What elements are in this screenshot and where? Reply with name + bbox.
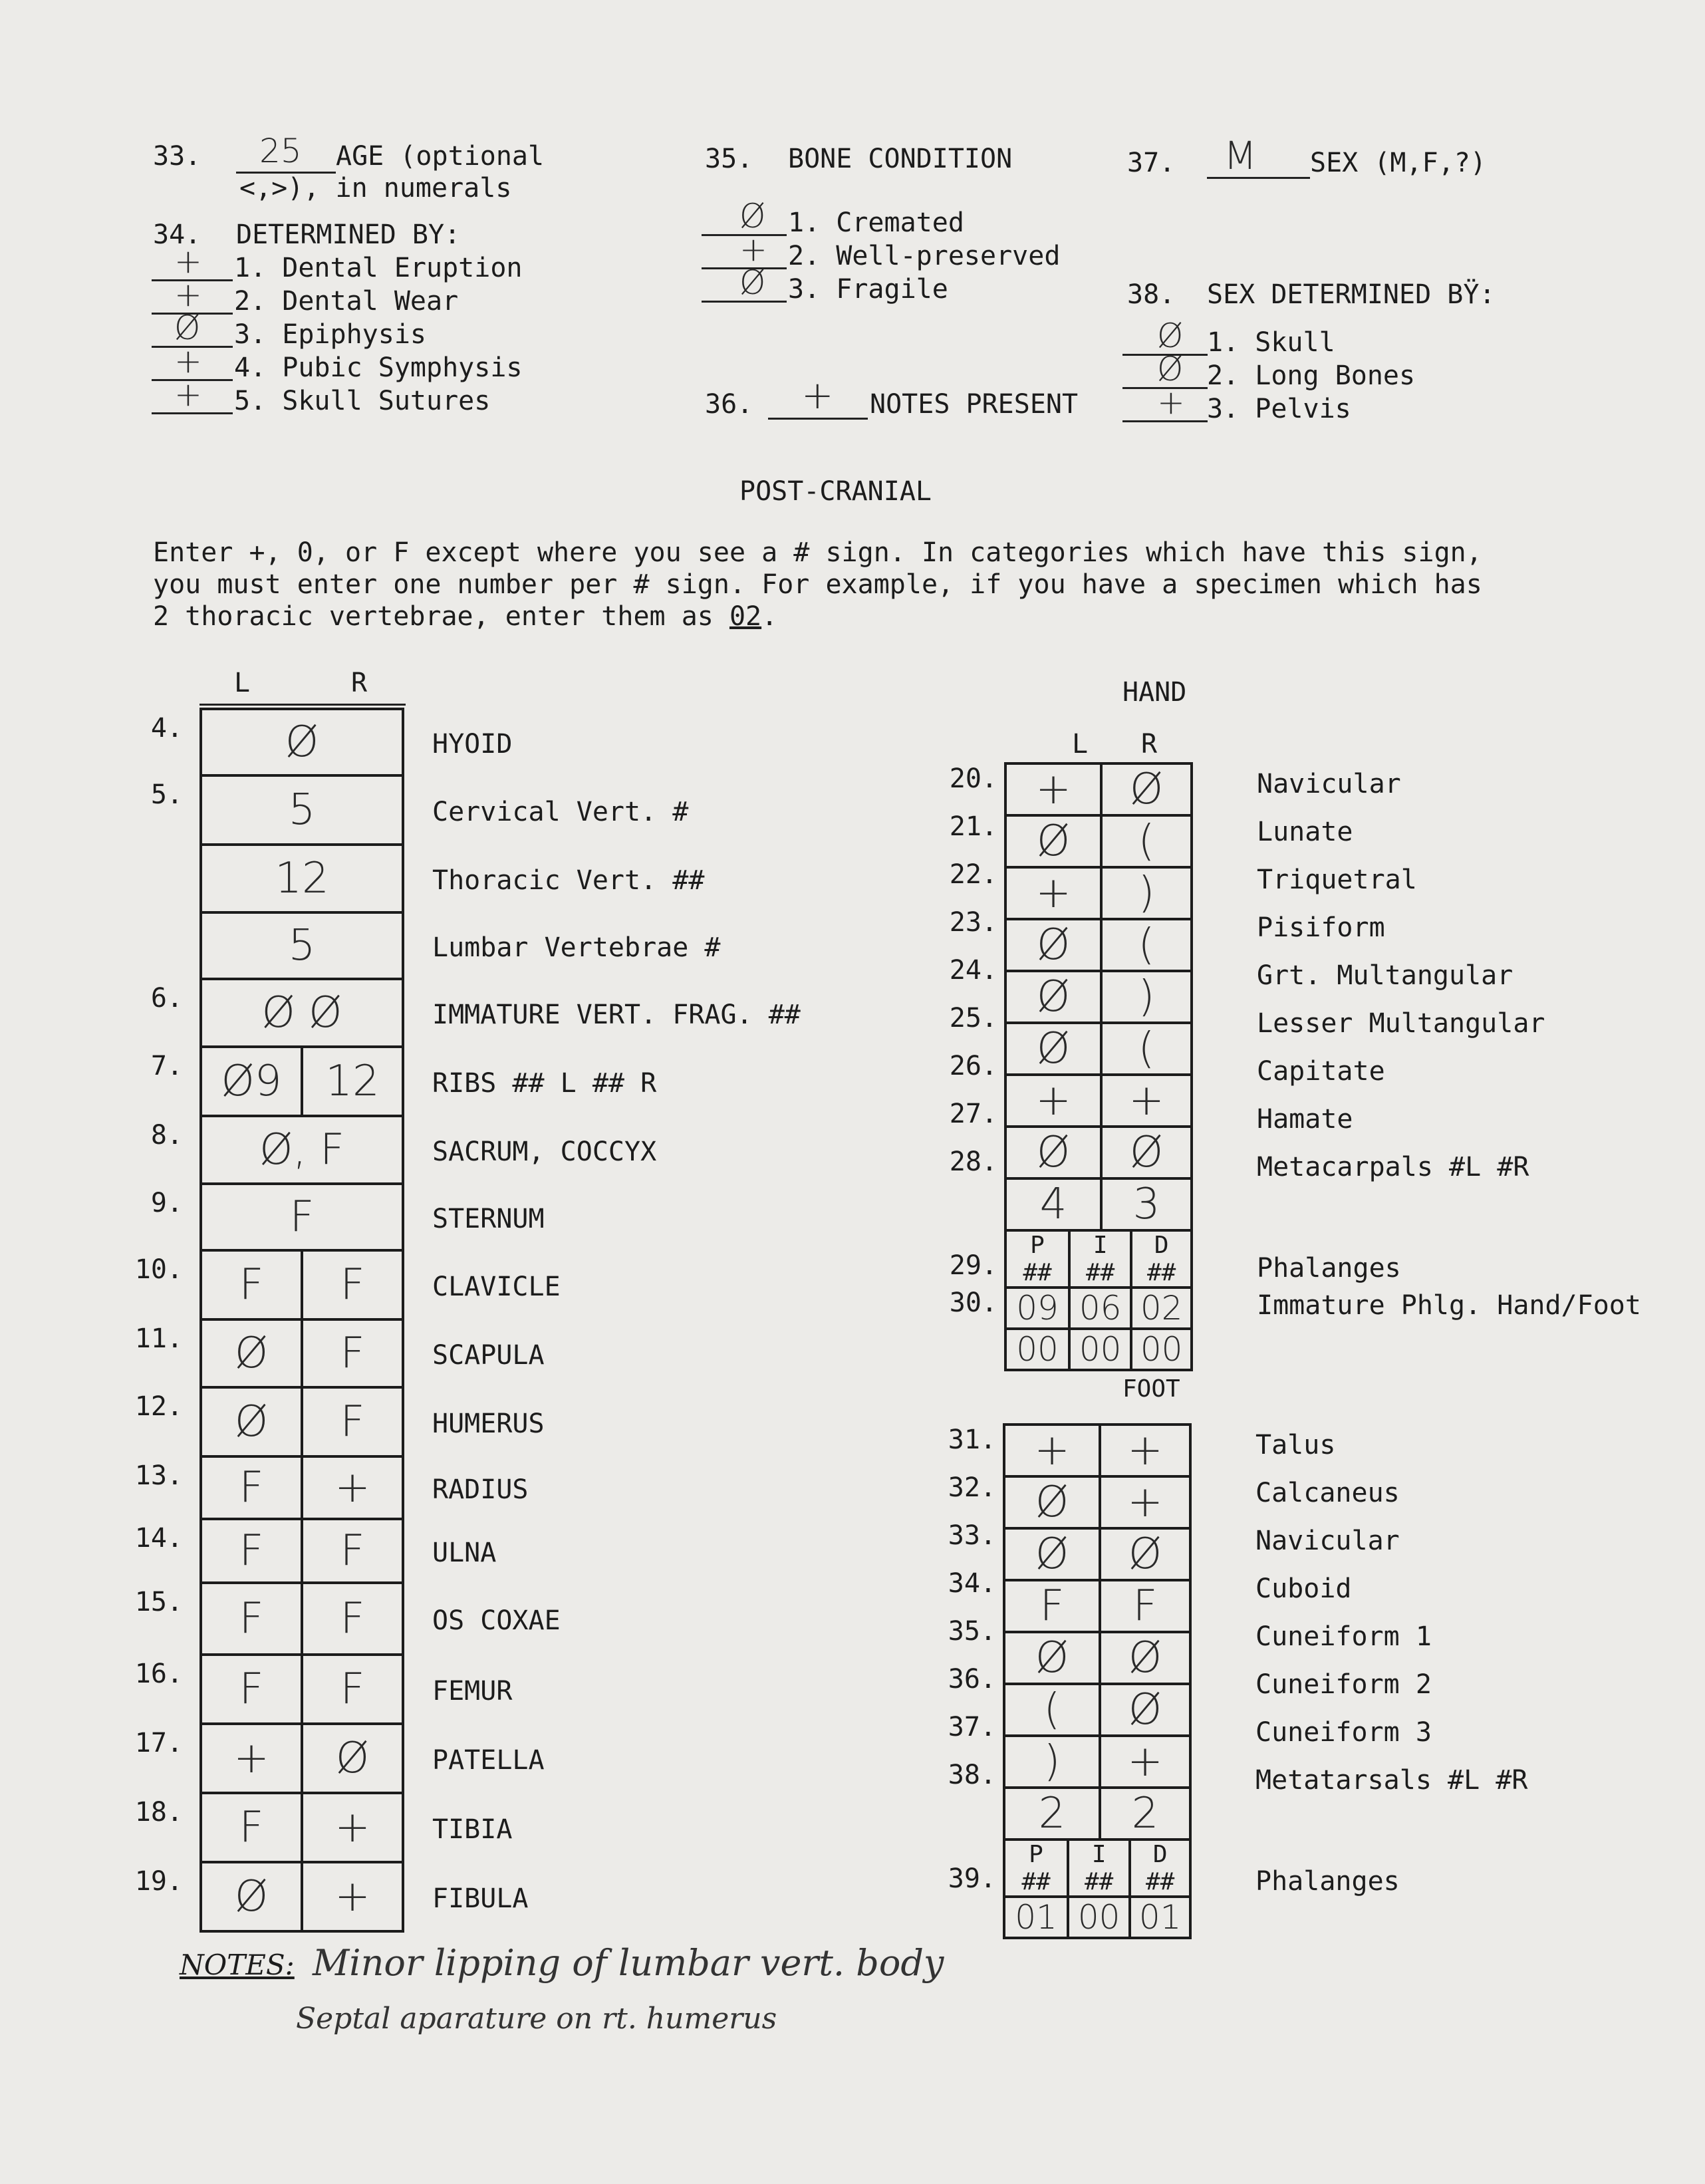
left-table-row — [201, 1184, 403, 1250]
hand-row-label: Triquetral — [1257, 865, 1417, 895]
foot-table-grid — [1003, 1423, 1192, 1939]
foot-phalanges-p[interactable]: 01 — [1004, 1897, 1068, 1938]
q37-sex-value[interactable]: M — [1224, 133, 1257, 178]
q36-number: 36. — [705, 389, 753, 420]
foot-phalanges-number: 39. — [948, 1863, 996, 1894]
hand-row-number: 28. — [949, 1147, 997, 1177]
left-row-label: SACRUM, COCCYX — [432, 1137, 657, 1167]
q34-option-label: 3. Epiphysis — [234, 319, 426, 350]
hand-phalanges-i[interactable]: 06 — [1069, 1288, 1131, 1329]
left-row-number: 19. — [134, 1866, 183, 1897]
left-table-row — [201, 912, 403, 979]
left-cell-r[interactable]: F — [302, 1387, 403, 1456]
foot-pid-hash: ## — [1068, 1868, 1130, 1897]
left-row-label: Cervical Vert. # — [432, 797, 689, 827]
foot-row-label: Calcaneus — [1255, 1478, 1400, 1508]
instructions-line-2: you must enter one number per # sign. For example, if you have a specimen which has — [153, 569, 1482, 600]
hand-pid-hash-row — [1005, 1259, 1192, 1288]
foot-row-label: Cuneiform 2 — [1255, 1669, 1432, 1700]
foot-table-row — [1004, 1632, 1190, 1684]
hand-cell-l[interactable]: 4 — [1005, 1178, 1101, 1230]
hand-phalanges-label: Phalanges — [1257, 1253, 1401, 1284]
instructions-end: . — [761, 601, 778, 632]
foot-pid-header: P — [1004, 1840, 1068, 1868]
hand-table-row — [1005, 1023, 1192, 1075]
hand-row-label: Lunate — [1257, 817, 1353, 847]
q34-option-mark[interactable]: + — [174, 375, 202, 414]
q35-number: 35. — [705, 144, 753, 174]
left-row-label: FEMUR — [432, 1676, 513, 1706]
left-header-r: R — [351, 668, 368, 698]
left-table-row — [201, 1519, 403, 1583]
left-table-row — [201, 1793, 403, 1862]
hand-table-row — [1005, 763, 1192, 815]
left-table-row — [201, 845, 403, 912]
hand-cell-l[interactable]: + — [1005, 1075, 1101, 1127]
q38-option-label: 3. Pelvis — [1207, 394, 1351, 424]
left-row-number: 9. — [150, 1188, 183, 1218]
left-row-label: SCAPULA — [432, 1340, 545, 1371]
foot-cell-r[interactable]: 2 — [1100, 1788, 1190, 1840]
left-table-row — [201, 1456, 403, 1519]
foot-cell-r[interactable]: Ø — [1100, 1528, 1190, 1580]
foot-table-row — [1004, 1736, 1190, 1788]
foot-pid-header-row — [1004, 1840, 1190, 1868]
foot-cell-l[interactable]: F — [1004, 1580, 1100, 1632]
hand-pid-header: I — [1069, 1230, 1131, 1259]
hand-row-number: 27. — [949, 1099, 997, 1129]
hand-cell-r[interactable]: Ø — [1101, 763, 1192, 815]
hand-phalanges-row — [1005, 1288, 1192, 1329]
left-header-l: L — [234, 668, 251, 698]
hand-row-label: Pisiform — [1257, 912, 1385, 943]
hand-pid-header-row — [1005, 1230, 1192, 1259]
hand-phalanges-d[interactable]: 02 — [1131, 1288, 1192, 1329]
foot-title: FOOT — [1122, 1375, 1180, 1403]
left-table-row — [201, 1655, 403, 1724]
left-row-number: 13. — [134, 1460, 183, 1491]
left-row-label: Thoracic Vert. ## — [432, 865, 705, 896]
left-cell-l[interactable]: Ø9 — [201, 1047, 302, 1116]
q33-label: AGE (optional — [336, 141, 545, 172]
left-cell-r[interactable]: F — [302, 1519, 403, 1583]
hand-row-number: 21. — [949, 811, 997, 842]
left-cell-r[interactable]: F — [302, 1250, 403, 1319]
q33-sub: <,>), in numerals — [239, 173, 512, 204]
foot-table-row — [1004, 1476, 1190, 1528]
hand-row-number: 23. — [949, 907, 997, 938]
left-row-number: 17. — [134, 1728, 183, 1758]
foot-pid-hash: ## — [1004, 1868, 1068, 1897]
hand-cell-r[interactable]: ) — [1101, 867, 1192, 919]
left-row-label: HYOID — [432, 729, 513, 759]
q34-option-mark[interactable]: + — [174, 275, 202, 314]
hand-cell-r[interactable]: 3 — [1101, 1178, 1192, 1230]
q35-option-label: 3. Fragile — [788, 274, 948, 305]
q34-option-label: 4. Pubic Symphysis — [234, 352, 523, 383]
foot-table-row — [1004, 1528, 1190, 1580]
hand-table-row — [1005, 815, 1192, 867]
foot-row-number: 32. — [948, 1472, 996, 1503]
hand-row-label: Grt. Multangular — [1257, 960, 1513, 991]
hand-cell-r[interactable]: + — [1101, 1075, 1192, 1127]
hand-cell-l[interactable]: + — [1005, 763, 1101, 815]
hand-table-row — [1005, 867, 1192, 919]
q35-option-label: 2. Well-preserved — [788, 241, 1061, 271]
hand-phalanges-d[interactable]: 00 — [1131, 1329, 1192, 1370]
foot-row-label: Metatarsals #L #R — [1255, 1765, 1528, 1796]
left-cell-combined[interactable]: 12 — [201, 845, 403, 912]
foot-cell-r[interactable]: Ø — [1100, 1632, 1190, 1684]
q36-label: NOTES PRESENT — [870, 389, 1079, 420]
hand-phalanges-p[interactable]: 09 — [1005, 1288, 1069, 1329]
instructions-line-3 — [153, 601, 777, 632]
q33-number: 33. — [153, 141, 201, 172]
foot-table-row — [1004, 1788, 1190, 1840]
foot-table-row — [1004, 1684, 1190, 1736]
q38-option-label: 2. Long Bones — [1207, 360, 1416, 391]
foot-phalanges-d[interactable]: 01 — [1130, 1897, 1190, 1938]
left-cell-r[interactable]: + — [302, 1862, 403, 1931]
q36-blank — [768, 418, 868, 420]
hand-row-label: Navicular — [1257, 769, 1401, 799]
left-row-label: CLAVICLE — [432, 1272, 561, 1302]
foot-row-number: 31. — [948, 1425, 996, 1455]
left-cell-l[interactable]: F — [201, 1250, 302, 1319]
hand-row-label: Capitate — [1257, 1056, 1385, 1087]
hand-table-row — [1005, 1127, 1192, 1178]
hand-row-label: Metacarpals #L #R — [1257, 1152, 1529, 1182]
left-cell-r[interactable]: Ø — [302, 1724, 403, 1793]
foot-pid-header: I — [1068, 1840, 1130, 1868]
q34-option-mark[interactable]: + — [174, 342, 202, 380]
q37-label: SEX (M,F,?) — [1310, 148, 1486, 178]
hand-pid-header: D — [1131, 1230, 1192, 1259]
hand-phalanges-number: 30. — [949, 1288, 997, 1318]
left-cell-l[interactable]: F — [201, 1519, 302, 1583]
left-cell-l[interactable]: F — [201, 1456, 302, 1519]
instructions-line-1: Enter +, 0, or F except where you see a # sign. In categories which have this sign, — [153, 537, 1482, 568]
left-row-label: TIBIA — [432, 1814, 513, 1845]
foot-cell-l[interactable]: Ø — [1004, 1476, 1100, 1528]
left-table-row — [201, 1387, 403, 1456]
hand-row-number: 24. — [949, 955, 997, 986]
left-table-row — [201, 979, 403, 1047]
hand-phalanges-row — [1005, 1329, 1192, 1370]
left-row-label: FIBULA — [432, 1883, 529, 1914]
foot-row-number: 33. — [948, 1520, 996, 1551]
foot-cell-l[interactable]: ) — [1004, 1736, 1100, 1788]
q35-option-mark[interactable]: Ø — [739, 263, 766, 302]
q37-blank — [1207, 177, 1310, 179]
hand-row-number: 25. — [949, 1003, 997, 1033]
left-cell-combined[interactable]: Ø — [201, 709, 403, 775]
foot-row-number: 35. — [948, 1616, 996, 1647]
left-cell-l[interactable]: F — [201, 1655, 302, 1724]
foot-pid-hash-row — [1004, 1868, 1190, 1897]
left-cell-combined[interactable]: F — [201, 1184, 403, 1250]
q38-option-mark[interactable]: + — [1157, 383, 1185, 422]
left-row-label: RIBS ## L ## R — [432, 1068, 657, 1099]
q35-title: BONE CONDITION — [788, 144, 1013, 174]
left-row-number: 4. — [150, 713, 183, 744]
q35-option-label: 1. Cremated — [788, 207, 964, 238]
hand-pid-hash: ## — [1069, 1259, 1131, 1288]
left-row-number: 14. — [134, 1523, 183, 1554]
hand-header-l: L — [1072, 729, 1089, 759]
left-row-number: 16. — [134, 1659, 183, 1689]
left-row-number: 6. — [150, 983, 183, 1014]
left-row-number: 5. — [150, 779, 183, 810]
foot-phalanges-row — [1004, 1897, 1190, 1938]
hand-cell-l[interactable]: Ø — [1005, 815, 1101, 867]
left-cell-r[interactable]: 12 — [302, 1047, 403, 1116]
left-row-label: STERNUM — [432, 1204, 545, 1234]
left-row-number: 11. — [134, 1323, 183, 1354]
hand-row-label: Lesser Multangular — [1257, 1008, 1545, 1039]
left-cell-l[interactable]: Ø — [201, 1387, 302, 1456]
q38-number: 38. — [1127, 279, 1176, 310]
hand-pid-header: P — [1005, 1230, 1069, 1259]
left-table-row — [201, 775, 403, 845]
left-row-label: HUMERUS — [432, 1409, 545, 1439]
foot-row-label: Cuboid — [1255, 1573, 1352, 1604]
foot-cell-r[interactable]: + — [1100, 1736, 1190, 1788]
hand-row-number: 20. — [949, 763, 997, 794]
left-row-label: ULNA — [432, 1538, 497, 1568]
hand-cell-r[interactable]: ( — [1101, 919, 1192, 971]
left-table-row — [201, 1724, 403, 1793]
q33-age-value[interactable]: 25 — [259, 132, 302, 170]
left-row-label: RADIUS — [432, 1474, 529, 1505]
left-row-label: OS COXAE — [432, 1605, 561, 1636]
hand-cell-r[interactable]: Ø — [1101, 1127, 1192, 1178]
left-cell-r[interactable]: F — [302, 1655, 403, 1724]
q36-value[interactable]: + — [801, 372, 834, 418]
left-row-number: 10. — [134, 1254, 183, 1285]
q35-option-mark[interactable]: + — [739, 230, 767, 269]
foot-cell-l[interactable]: Ø — [1004, 1528, 1100, 1580]
foot-row-label: Cuneiform 3 — [1255, 1717, 1432, 1748]
hand-cell-l[interactable]: + — [1005, 867, 1101, 919]
hand-phalanges-p[interactable]: 00 — [1005, 1329, 1069, 1370]
left-table-row — [201, 709, 403, 775]
hand-phalanges-i[interactable]: 00 — [1069, 1329, 1131, 1370]
foot-cell-l[interactable]: Ø — [1004, 1632, 1100, 1684]
hand-table-row — [1005, 919, 1192, 971]
hand-table-row — [1005, 1178, 1192, 1230]
foot-cell-l[interactable]: ( — [1004, 1684, 1100, 1736]
left-cell-combined[interactable]: 5 — [201, 775, 403, 845]
hand-header-r: R — [1141, 729, 1158, 759]
foot-pid-header: D — [1130, 1840, 1190, 1868]
left-table-row — [201, 1250, 403, 1319]
left-row-number: 12. — [134, 1391, 183, 1422]
left-row-number: 8. — [150, 1120, 183, 1151]
foot-table-row — [1004, 1425, 1190, 1476]
notes-label: NOTES: — [180, 1949, 295, 1981]
hand-pid-hash: ## — [1131, 1259, 1192, 1288]
foot-row-label: Navicular — [1255, 1526, 1400, 1556]
left-row-label: IMMATURE VERT. FRAG. ## — [432, 1000, 801, 1030]
hand-phalanges-number: 29. — [949, 1250, 997, 1281]
q35-option-mark[interactable]: Ø — [739, 197, 766, 235]
left-row-number: 15. — [134, 1587, 183, 1617]
hand-cell-r[interactable]: ) — [1101, 971, 1192, 1023]
hand-cell-r[interactable]: ( — [1101, 1023, 1192, 1075]
q34-option-mark[interactable]: + — [174, 242, 202, 281]
left-cell-combined[interactable]: 5 — [201, 912, 403, 979]
hand-cell-l[interactable]: Ø — [1005, 1127, 1101, 1178]
q38-title: SEX DETERMINED BŸ: — [1207, 279, 1496, 310]
q38-option-label: 1. Skull — [1207, 327, 1335, 358]
foot-cell-l[interactable]: 2 — [1004, 1788, 1100, 1840]
foot-phalanges-i[interactable]: 00 — [1068, 1897, 1130, 1938]
left-cell-l[interactable]: Ø — [201, 1862, 302, 1931]
q34-option-label: 2. Dental Wear — [234, 286, 459, 317]
left-cell-r[interactable]: + — [302, 1456, 403, 1519]
hand-cell-r[interactable]: ( — [1101, 815, 1192, 867]
hand-cell-l[interactable]: Ø — [1005, 1023, 1101, 1075]
left-cell-r[interactable]: + — [302, 1793, 403, 1862]
left-cell-l[interactable]: F — [201, 1793, 302, 1862]
instructions-example: 02 — [729, 601, 762, 632]
hand-row-number: 26. — [949, 1051, 997, 1081]
q38-option-mark[interactable]: Ø — [1157, 350, 1184, 388]
left-cell-combined[interactable]: Ø, F — [201, 1116, 403, 1184]
left-cell-l[interactable]: Ø — [201, 1319, 302, 1387]
hand-table-row — [1005, 1075, 1192, 1127]
foot-row-number: 37. — [948, 1712, 996, 1742]
foot-row-label: Talus — [1255, 1430, 1336, 1460]
left-row-number: 7. — [150, 1051, 183, 1081]
left-cell-l[interactable]: F — [201, 1583, 302, 1655]
foot-pid-hash: ## — [1130, 1868, 1190, 1897]
q37-number: 37. — [1127, 148, 1176, 178]
foot-cell-r[interactable]: F — [1100, 1580, 1190, 1632]
left-table-row — [201, 1116, 403, 1184]
left-cell-r[interactable]: F — [302, 1319, 403, 1387]
left-row-number: 18. — [134, 1797, 183, 1828]
foot-row-number: 36. — [948, 1664, 996, 1695]
hand-pid-hash: ## — [1005, 1259, 1069, 1288]
foot-cell-r[interactable]: Ø — [1100, 1684, 1190, 1736]
q34-title: DETERMINED BY: — [236, 219, 461, 250]
left-header-tick — [199, 704, 406, 706]
hand-table-row — [1005, 971, 1192, 1023]
foot-cell-l[interactable]: + — [1004, 1425, 1100, 1476]
foot-row-label: Cuneiform 1 — [1255, 1621, 1432, 1652]
left-row-label: PATELLA — [432, 1745, 545, 1776]
q34-option-label: 5. Skull Sutures — [234, 386, 491, 416]
q38-option-mark[interactable]: Ø — [1157, 317, 1184, 355]
post-cranial-title: POST-CRANIAL — [739, 476, 932, 507]
left-table-row — [201, 1862, 403, 1931]
left-table-row — [201, 1583, 403, 1655]
foot-cell-r[interactable]: + — [1100, 1476, 1190, 1528]
hand-cell-l[interactable]: Ø — [1005, 971, 1101, 1023]
foot-row-number: 38. — [948, 1760, 996, 1790]
left-row-label: Lumbar Vertebrae # — [432, 932, 721, 963]
q34-number: 34. — [153, 219, 201, 250]
hand-cell-l[interactable]: Ø — [1005, 919, 1101, 971]
foot-table-row — [1004, 1580, 1190, 1632]
left-cell-combined[interactable]: Ø Ø — [201, 979, 403, 1047]
hand-row-number: 22. — [949, 859, 997, 890]
hand-phalanges-label: Immature Phlg. Hand/Foot — [1257, 1290, 1641, 1321]
left-cell-l[interactable]: + — [201, 1724, 302, 1793]
foot-row-number: 34. — [948, 1568, 996, 1599]
left-table-row — [201, 1047, 403, 1116]
hand-row-label: Hamate — [1257, 1104, 1353, 1135]
foot-phalanges-label: Phalanges — [1255, 1866, 1400, 1897]
foot-cell-r[interactable]: + — [1100, 1425, 1190, 1476]
left-cell-r[interactable]: F — [302, 1583, 403, 1655]
instructions-line-3-text: 2 thoracic vertebrae, enter them as — [153, 601, 729, 632]
q34-option-mark[interactable]: Ø — [174, 309, 201, 347]
hand-title: HAND — [1122, 677, 1187, 708]
hand-table-grid — [1004, 762, 1193, 1371]
notes-line-1[interactable]: Minor lipping of lumbar vert. body — [313, 1942, 944, 1984]
left-table-row — [201, 1319, 403, 1387]
q34-option-label: 1. Dental Eruption — [234, 253, 523, 283]
left-table-grid — [199, 708, 404, 1933]
notes-line-2[interactable]: Septal aparature on rt. humerus — [296, 2002, 777, 2036]
